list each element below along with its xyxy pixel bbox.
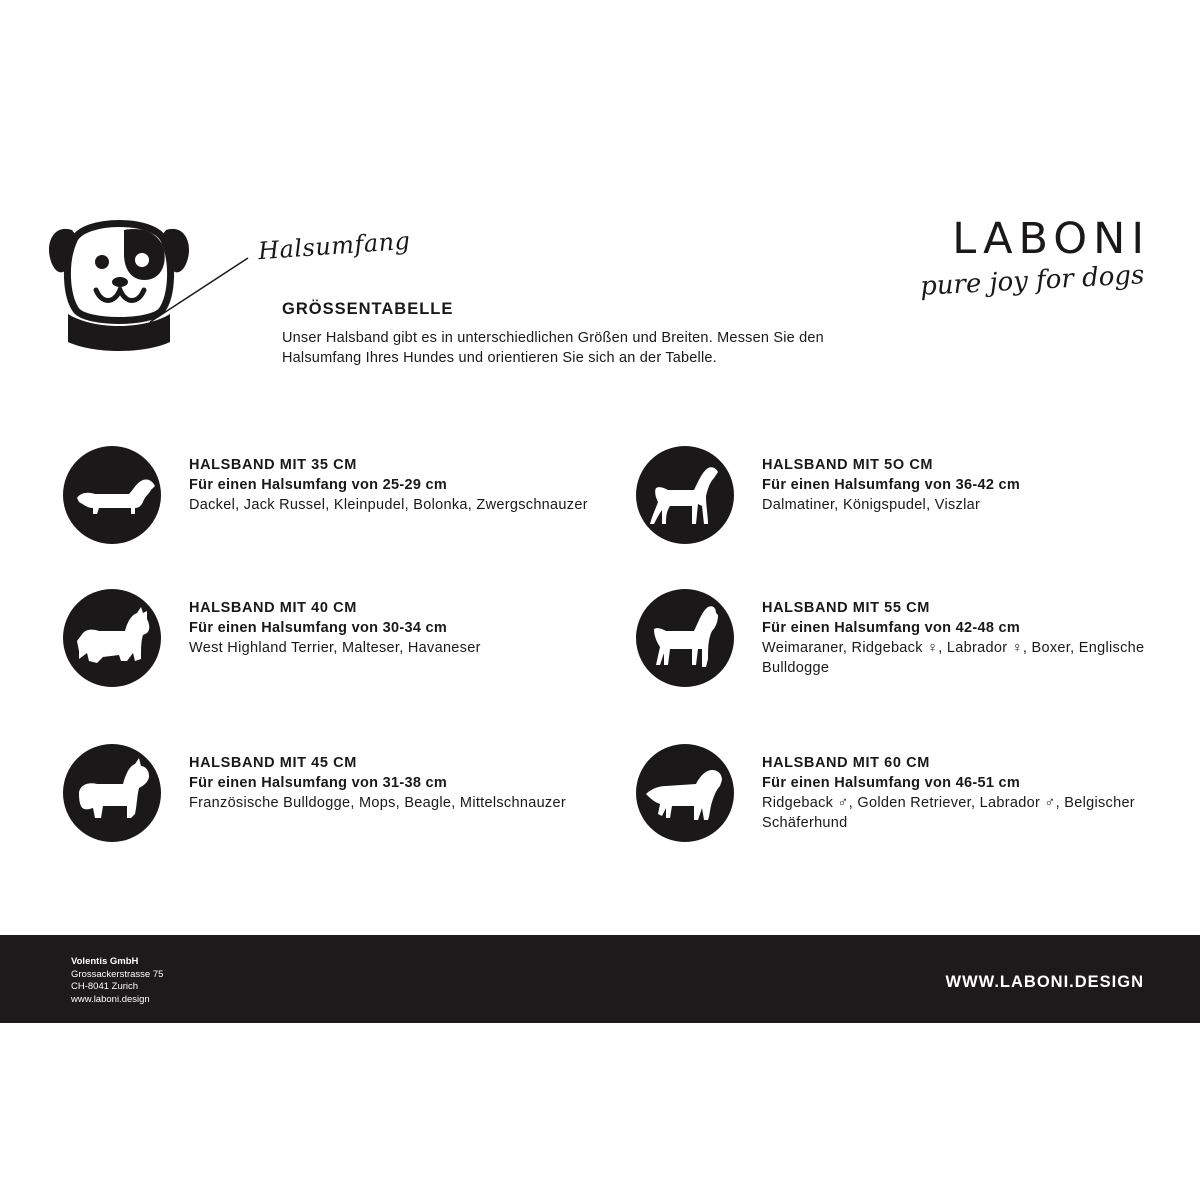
size-item-60 xyxy=(636,744,1156,854)
size-item-55 xyxy=(636,589,1156,699)
dalmatian-icon xyxy=(636,446,734,544)
size-range: Für einen Halsumfang von 31-38 cm xyxy=(189,775,448,791)
footer-street: Grossackerstrasse 75 xyxy=(71,968,164,980)
terrier-icon xyxy=(63,589,161,687)
footer-address xyxy=(71,956,163,1006)
size-breeds: Dackel, Jack Russel, Kleinpudel, Bolonka, Zwergschnauzer xyxy=(189,497,588,513)
dachshund-icon xyxy=(63,446,161,544)
size-item-40 xyxy=(63,589,583,699)
footer-city: CH-8041 Zurich xyxy=(71,981,139,992)
size-range: Für einen Halsumfang von 30-34 cm xyxy=(189,620,448,636)
collar-pointer-line xyxy=(150,250,260,330)
size-item-50 xyxy=(636,446,1156,556)
brand-name: LABONI xyxy=(952,214,1150,264)
footer-bar xyxy=(0,935,1200,1023)
page-title: GRÖSSENTABELLE xyxy=(282,300,454,318)
boxer-icon xyxy=(636,589,734,687)
size-title: HALSBAND MIT 35 CM xyxy=(189,457,357,473)
size-breeds: Weimaraner, Ridgeback ♀, Labrador ♀, Boxer, Englische Bulldogge xyxy=(762,640,1145,676)
size-item-45 xyxy=(63,744,583,854)
size-range: Für einen Halsumfang von 25-29 cm xyxy=(189,477,448,493)
retriever-icon xyxy=(636,744,734,842)
size-breeds: Dalmatiner, Königspudel, Viszlar xyxy=(762,497,981,513)
size-breeds: Französische Bulldogge, Mops, Beagle, Mittelschnauzer xyxy=(189,795,566,811)
size-breeds: West Highland Terrier, Malteser, Havaneser xyxy=(189,640,481,656)
footer-website-link[interactable]: WWW.LABONI.DESIGN xyxy=(945,973,1144,991)
size-title: HALSBAND MIT 55 CM xyxy=(762,600,930,616)
size-title: HALSBAND MIT 45 CM xyxy=(189,755,357,771)
size-breeds: Ridgeback ♂, Golden Retriever, Labrador ♂, Belgischer Schäferhund xyxy=(762,795,1135,831)
size-title: HALSBAND MIT 5O CM xyxy=(762,457,934,473)
brand-tagline: pure joy for dogs xyxy=(918,260,1145,302)
size-title: HALSBAND MIT 60 CM xyxy=(762,755,930,771)
size-range: Für einen Halsumfang von 36-42 cm xyxy=(762,477,1021,493)
size-title: HALSBAND MIT 40 CM xyxy=(189,600,357,616)
size-range: Für einen Halsumfang von 42-48 cm xyxy=(762,620,1021,636)
footer-company: Volentis GmbH xyxy=(71,956,139,967)
halsumfang-script-label: Halsumfang xyxy=(257,226,412,266)
size-item-35 xyxy=(63,446,588,556)
size-range: Für einen Halsumfang von 46-51 cm xyxy=(762,775,1021,791)
footer-web-small[interactable]: www.laboni.design xyxy=(71,993,150,1005)
brand-logo xyxy=(918,214,1150,302)
french-bulldog-icon xyxy=(63,744,161,842)
intro-text: Unser Halsband gibt es in unterschiedlichen Größen und Breiten. Messen Sie den Halsumfang Ihres Hundes und orientieren Sie sich an der Tabelle. xyxy=(282,330,824,366)
